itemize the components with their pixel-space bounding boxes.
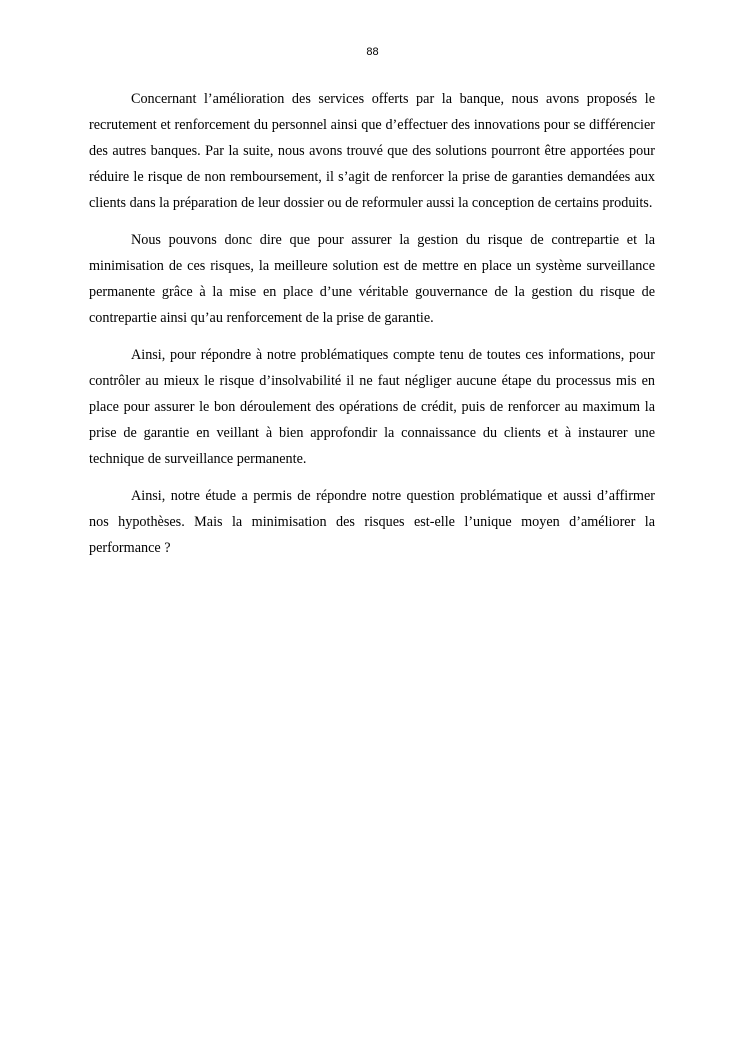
paragraph-2: Nous pouvons donc dire que pour assurer la gestion du risque de contrepartie et la minimisation de ces risques, la meilleure solution est de mettre en place un système surveillance permanente grâce à la mise en place d’une véritable gouvernance de la gestion du risque de contrepartie ainsi qu’au renforcement de la prise de garantie. [89, 232, 655, 326]
page-number: 88 [366, 46, 379, 58]
body-text [89, 86, 655, 572]
paragraph-3: Ainsi, pour répondre à notre problématiques compte tenu de toutes ces informations, pour contrôler au mieux le risque d’insolvabilité il ne faut négliger aucune étape du processus mis en place pour assurer le bon déroulement des opérations de crédit, puis de renforcer au maximum la prise de garantie en veillant à bien approfondir la connaissance du clients et à instaurer une technique de surveillance permanente. [89, 347, 655, 467]
paragraph-4: Ainsi, notre étude a permis de répondre notre question problématique et aussi d’affirmer nos hypothèses. Mais la minimisation des risques est-elle l’unique moyen d’améliorer la performance ? [89, 488, 655, 556]
paragraph-1: Concernant l’amélioration des services offerts par la banque, nous avons proposés le recrutement et renforcement du personnel ainsi que d’effectuer des innovations pour se différencier des autres banques. Par la suite, nous avons trouvé que des solutions pourront être apportées pour réduire le risque de non remboursement, il s’agit de renforcer la prise de garanties demandées aux clients dans la préparation de leur dossier ou de reformuler aussi la conception de certains produits. [89, 91, 655, 211]
